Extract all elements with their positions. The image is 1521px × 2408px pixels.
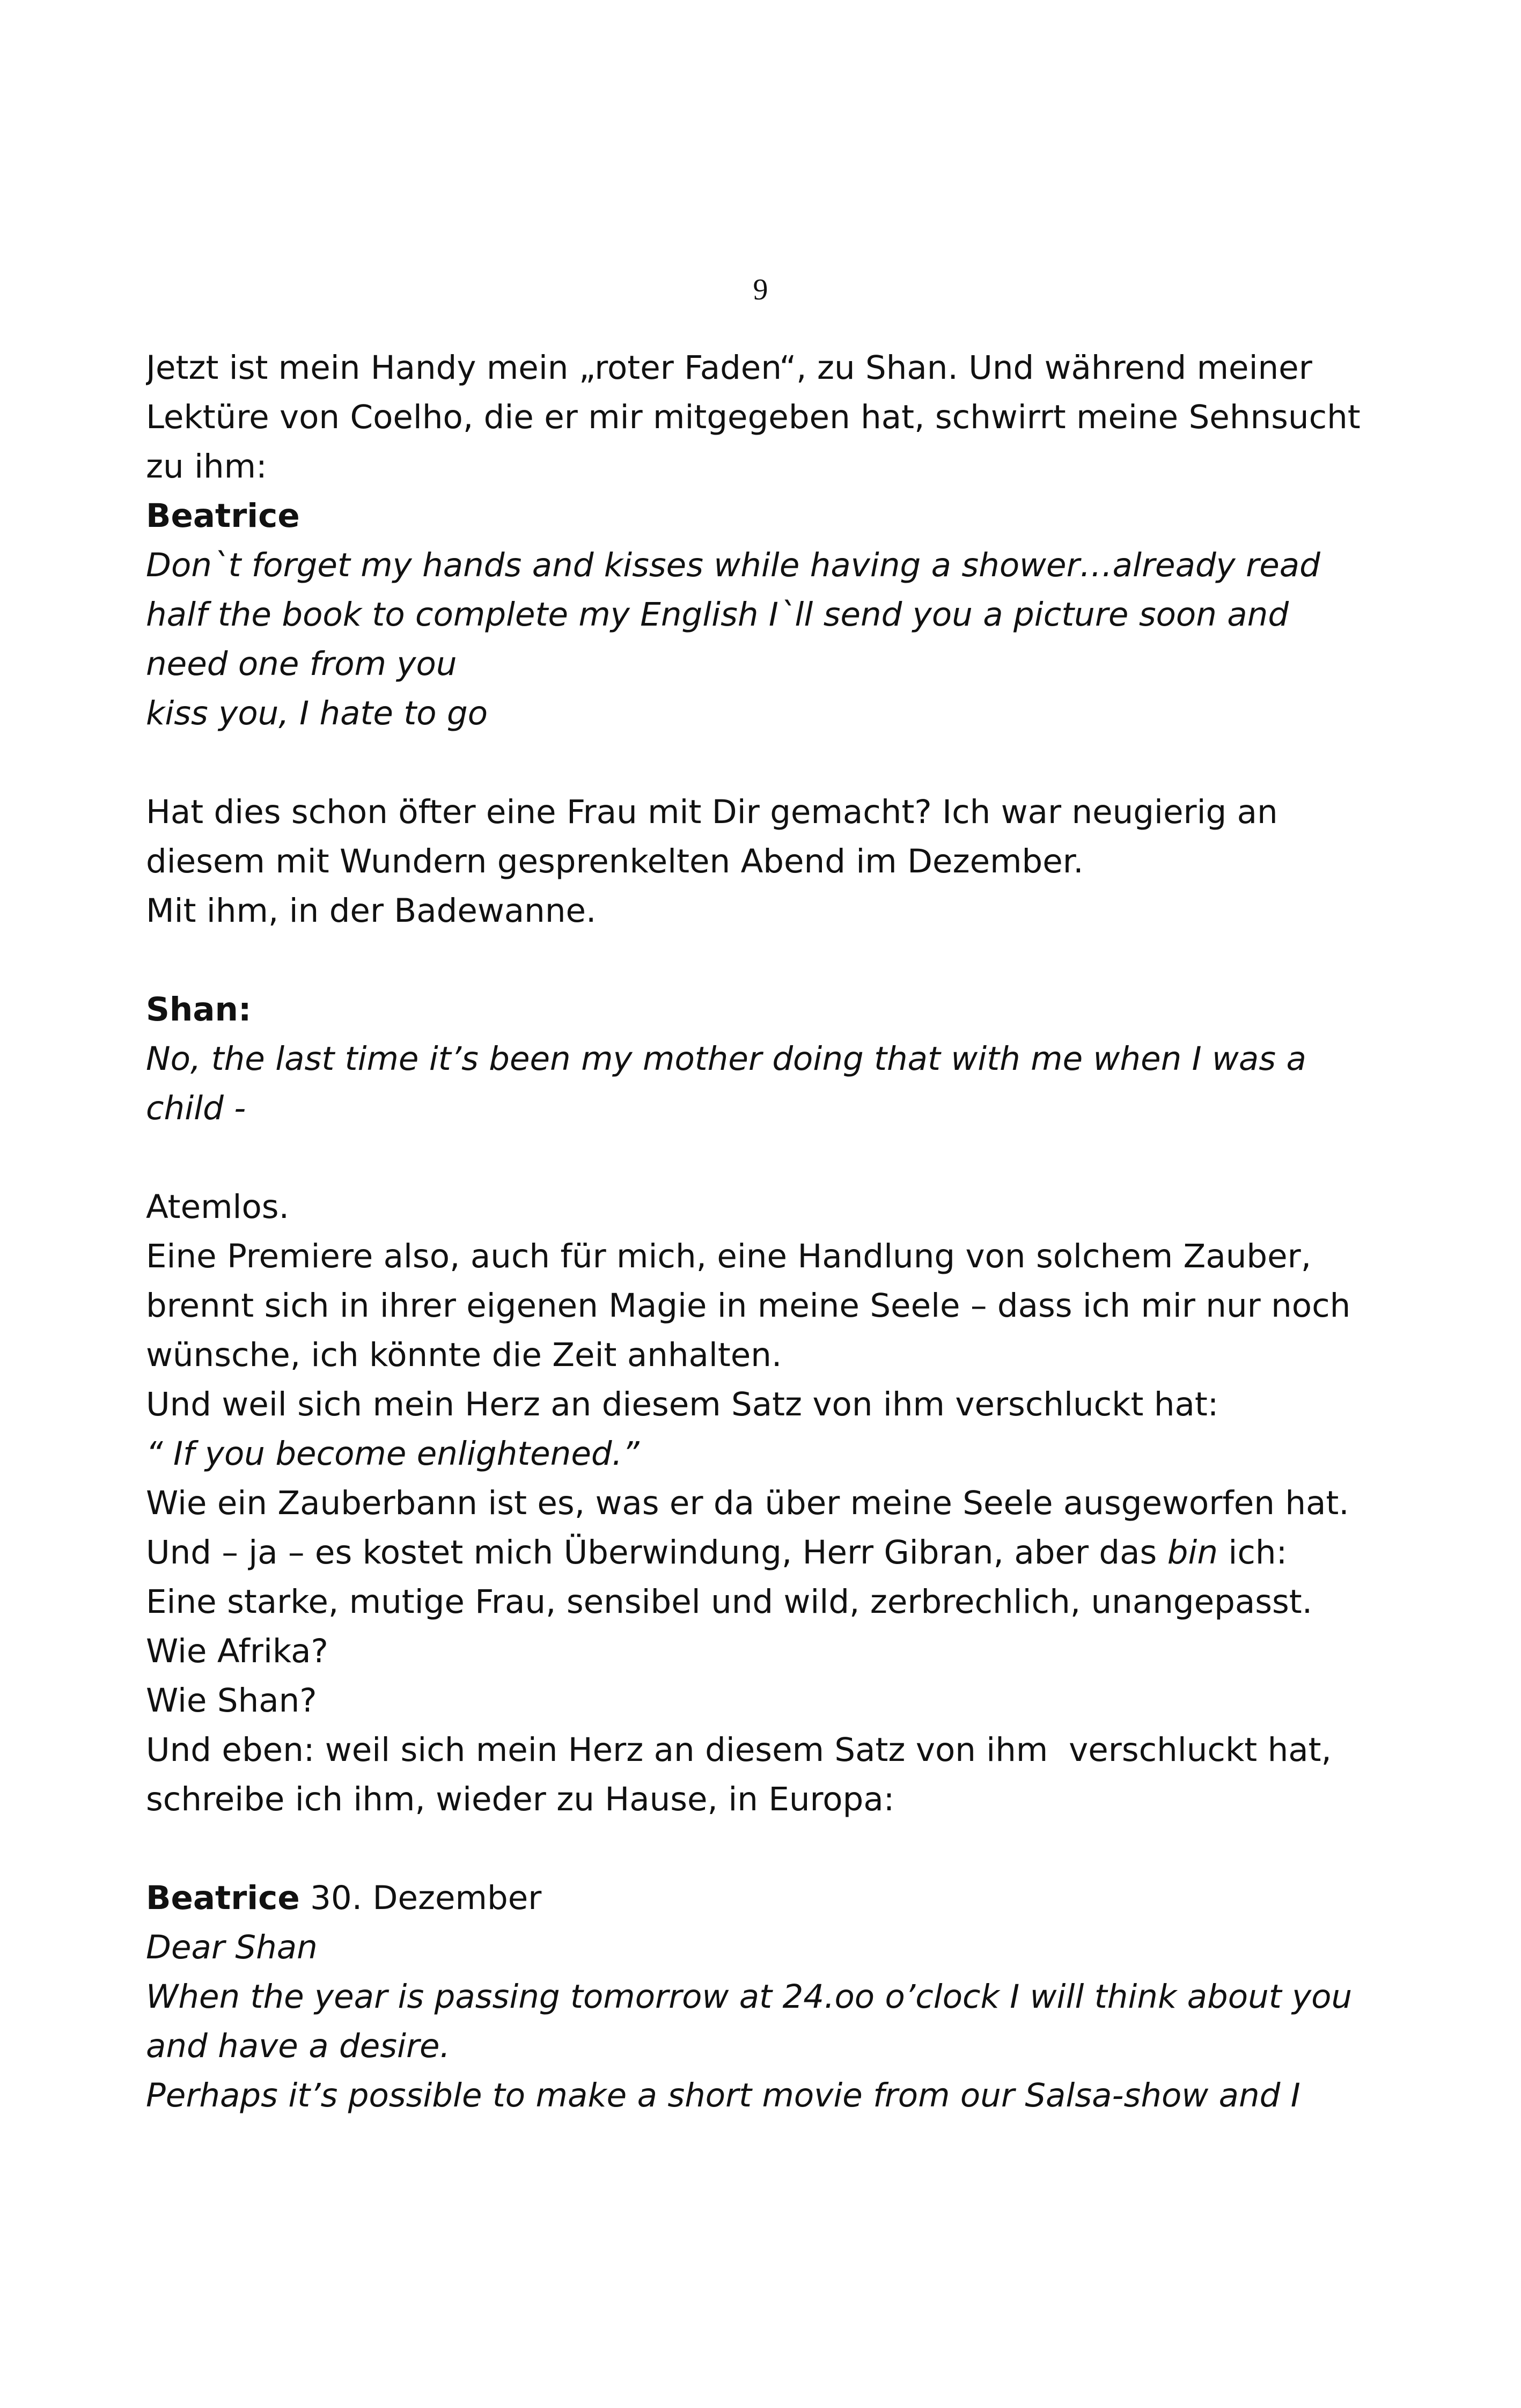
gibran-text-after: ich: xyxy=(1218,1533,1288,1572)
body-text-line: Wie ein Zauberbann ist es, was er da über meine Seele ausgeworfen hat. xyxy=(146,1484,1349,1522)
body-text-line: zu ihm: xyxy=(146,447,267,486)
body-text-line: Jetzt ist mein Handy mein „roter Faden“, zu Shan. Und während meiner xyxy=(146,349,1312,387)
message-line: Don`t forget my hands and kisses while having a shower…already read xyxy=(146,546,1320,584)
speaker-name: Beatrice xyxy=(146,1879,300,1917)
date-heading xyxy=(146,1874,1380,1923)
body-text-line: Mit ihm, in der Badewanne. xyxy=(146,892,597,930)
page-body xyxy=(146,343,1380,2120)
body-text-line: Und eben: weil sich mein Herz an diesem Satz von ihm verschluckt hat, xyxy=(146,1731,1332,1769)
body-text-line: Wie Shan? xyxy=(146,1682,317,1720)
body-text-line: wünsche, ich könnte die Zeit anhalten. xyxy=(146,1336,782,1374)
body-text-line-gibran xyxy=(146,1528,1380,1577)
body-text-line: Und weil sich mein Herz an diesem Satz von ihm verschluckt hat: xyxy=(146,1385,1219,1423)
quote-line: “ If you become enlightened.” xyxy=(146,1435,640,1473)
message-line: and have a desire. xyxy=(146,2027,450,2065)
body-text-line: Eine Premiere also, auch für mich, eine Handlung von solchem Zauber, xyxy=(146,1237,1312,1275)
page-number: 9 xyxy=(753,273,768,306)
message-line: No, the last time it’s been my mother doing that with me when I was a xyxy=(146,1040,1306,1078)
body-text-line: diesem mit Wundern gesprenkelten Abend im Dezember. xyxy=(146,842,1084,880)
paragraph-gap xyxy=(146,1824,1380,1874)
body-text-line: Eine starke, mutige Frau, sensibel und wild, zerbrechlich, unangepasst. xyxy=(146,1583,1313,1621)
message-line: child - xyxy=(146,1089,246,1127)
message-line: kiss you, I hate to go xyxy=(146,694,488,732)
speaker-name: Shan: xyxy=(146,990,252,1029)
message-line: Perhaps it’s possible to make a short movie from our Salsa-show and I xyxy=(146,2076,1300,2115)
paragraph-gap xyxy=(146,936,1380,985)
message-line: Dear Shan xyxy=(146,1928,318,1966)
body-text-line: Lektüre von Coelho, die er mir mitgegeben hat, schwirrt meine Sehnsucht xyxy=(146,398,1361,436)
speaker-name: Beatrice xyxy=(146,497,300,535)
gibran-text-before: Und – ja – es kostet mich Überwindung, Herr Gibran, aber das xyxy=(146,1533,1167,1572)
paragraph-gap xyxy=(146,738,1380,788)
message-line: need one from you xyxy=(146,645,457,683)
body-text-line: Hat dies schon öfter eine Frau mit Dir gemacht? Ich war neugierig an xyxy=(146,793,1278,831)
body-text-line: Atemlos. xyxy=(146,1188,289,1226)
letter-date: 30. Dezember xyxy=(299,1879,542,1917)
body-text-line: brennt sich in ihrer eigenen Magie in meine Seele – dass ich mir nur noch xyxy=(146,1287,1351,1325)
body-text-line: schreibe ich ihm, wieder zu Hause, in Europa: xyxy=(146,1780,895,1818)
gibran-emphasis: bin xyxy=(1167,1533,1218,1572)
paragraph-gap xyxy=(146,1133,1380,1183)
message-line: half the book to complete my English I`ll send you a picture soon and xyxy=(146,596,1289,634)
message-line: When the year is passing tomorrow at 24.oo o’clock I will think about you xyxy=(146,1978,1353,2016)
body-text-line: Wie Afrika? xyxy=(146,1632,328,1670)
